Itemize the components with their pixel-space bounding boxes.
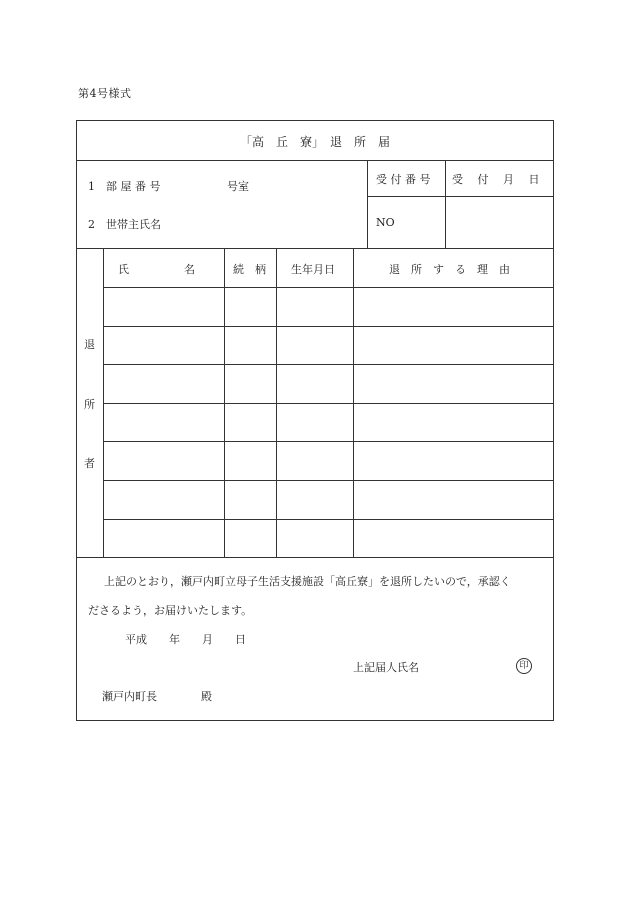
header-reason: 退 所 す る 理 由 [389,263,510,276]
leaver-name-cell[interactable] [105,520,223,557]
leaver-relationship-cell[interactable] [226,442,275,479]
leaver-relationship-cell[interactable] [226,327,275,364]
leaver-name-cell[interactable] [105,442,223,479]
reception-number-label: 受 付 番 号 [376,173,431,186]
householder-label: 2 世帯主氏名 [88,218,161,231]
reception-date-label: 受 付 月 日 [452,173,540,186]
reception-no-label: NO [376,216,395,229]
reception-date-field[interactable] [447,201,551,245]
reception-number-field[interactable] [389,201,443,245]
leaver-relationship-cell[interactable] [226,365,275,402]
reception-row-divider [367,196,553,197]
householder-name-field[interactable] [192,209,362,234]
leaver-name-cell[interactable] [105,481,223,518]
header-birthdate: 生年月日 [291,263,335,276]
room-number-label: 1 部 屋 番 号 [88,180,161,193]
leaver-reason-cell[interactable] [355,442,552,479]
leavers-label-char: 所 [84,398,95,411]
leaver-birthdate-cell[interactable] [278,404,352,441]
leaver-name-cell[interactable] [105,365,223,402]
leaver-reason-cell[interactable] [355,288,552,325]
leaver-birthdate-cell[interactable] [278,365,352,402]
leaver-reason-cell[interactable] [355,327,552,364]
reception-divider [445,160,446,248]
room-number-field[interactable] [192,171,362,196]
leaver-birthdate-cell[interactable] [278,520,352,557]
leaver-name-cell[interactable] [105,288,223,325]
applicant-name-label: 上記届人氏名 [353,661,419,674]
leaver-name-cell[interactable] [105,327,223,364]
leaver-name-cell[interactable] [105,404,223,441]
seal-mark: 印 [516,658,532,674]
table-bottom-border [77,557,553,558]
room-suffix: 号室 [227,180,249,193]
leavers-label-char: 者 [84,457,95,470]
leaver-reason-cell[interactable] [355,520,552,557]
leaver-relationship-cell[interactable] [226,288,275,325]
leaver-reason-cell[interactable] [355,404,552,441]
leaver-reason-cell[interactable] [355,365,552,402]
header-name: 氏 名 [118,263,195,276]
leavers-label-char: 退 [84,338,95,351]
form-title: 「高 丘 寮」 退 所 届 [239,135,390,149]
form-number: 第4号様式 [78,87,132,100]
statement-line-2: ださるよう，お届けいたします。 [88,604,253,617]
applicant-name-field[interactable] [427,655,512,677]
info-bottom-border [77,248,553,249]
leave-notification-form [76,120,554,721]
info-divider [367,160,368,248]
leaver-birthdate-cell[interactable] [278,481,352,518]
leaver-birthdate-cell[interactable] [278,288,352,325]
leaver-relationship-cell[interactable] [226,520,275,557]
header-relationship: 続 柄 [233,263,266,276]
leaver-birthdate-cell[interactable] [278,442,352,479]
leaver-reason-cell[interactable] [355,481,552,518]
title-divider [77,160,553,161]
leaver-relationship-cell[interactable] [226,481,275,518]
submission-date: 平成 年 月 日 [125,633,246,646]
addressee: 瀬戸内町長 殿 [102,690,212,703]
leaver-relationship-cell[interactable] [226,404,275,441]
leaver-birthdate-cell[interactable] [278,327,352,364]
statement-line-1: 上記のとおり，瀬戸内町立母子生活支援施設「高丘寮」を退所したいので，承認く [104,575,511,588]
